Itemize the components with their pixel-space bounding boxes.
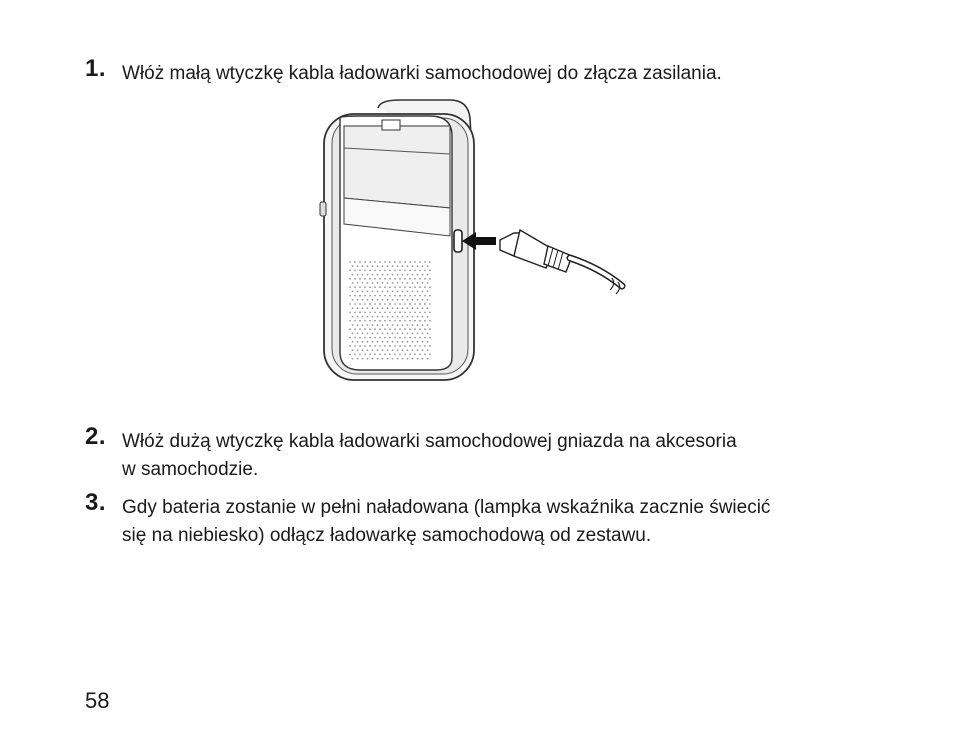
car-kit-charging-illustration (310, 96, 640, 386)
step-text-line: się na niebiesko) odłącz ładowarkę samochodową od zestawu. (122, 525, 652, 546)
page-number: 58 (85, 688, 110, 713)
step-text (122, 494, 770, 550)
step-number: 3. (85, 489, 107, 516)
step-text-line: Włóż dużą wtyczkę kabla ładowarki samochodowej gniazda na akcesoria (122, 431, 737, 452)
step-text (122, 60, 722, 88)
step-text (122, 428, 737, 484)
step-number: 1. (85, 55, 107, 82)
step-number: 2. (85, 423, 107, 450)
step-text-line: Gdy bateria zostanie w pełni naładowana (lampka wskaźnika zacznie świecić (122, 497, 771, 518)
step-text-line: Włóż małą wtyczkę kabla ładowarki samochodowej do złącza zasilania. (122, 63, 722, 84)
step-text-line: w samochodzie. (122, 459, 259, 480)
